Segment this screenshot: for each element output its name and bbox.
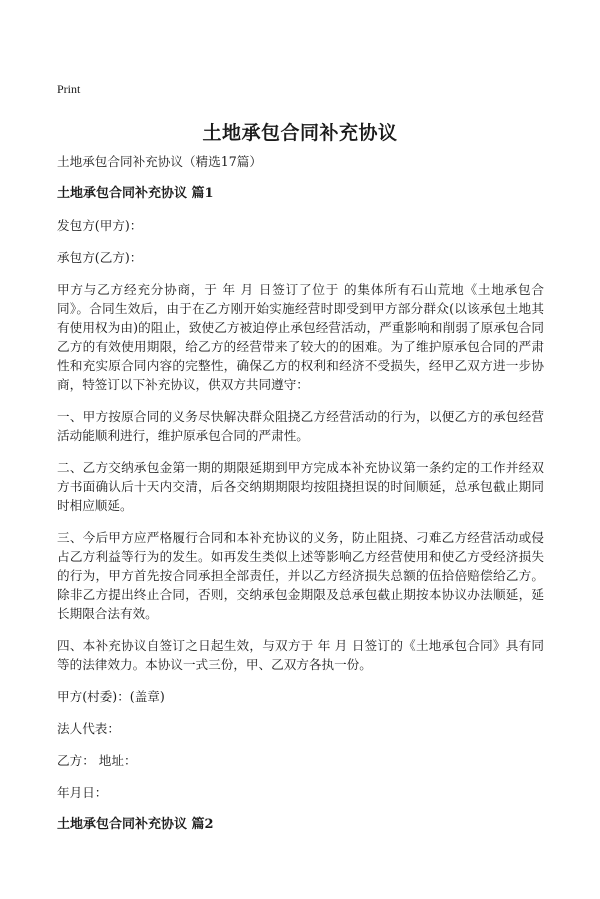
- page-title: 土地承包合同补充协议: [202, 122, 398, 144]
- document-subtitle: 土地承包合同补充协议（精选17篇）: [57, 154, 262, 169]
- signature-party-b: 乙方： 地址：: [57, 753, 137, 768]
- signature-party-a: 甲方(村委)：(盖章): [57, 689, 165, 704]
- signature-date: 年月日：: [57, 785, 108, 800]
- intro-paragraph: 甲方与乙方经充分协商，于 年 月 日签订了位于 的集体所有石山荒地《土地承包合同》。合同生效后，由于在乙方刚开始实施经营时即受到甲方部分群众(以该承包土地其有使用权为由)的阻止，致使乙方被迫停止承包经营活动，严重影响和削弱了原承包合同乙方的有效使用期限，给乙方的经营带来了较大的的困难。为了维护原承包合同的严肃性和充实原合同内容的完整性，确保乙方的权利和经济不受损失，经甲乙双方进一步协商，特签订以下补充协议，供双方共同遵守：: [57, 282, 544, 392]
- document-body: [57, 152, 544, 847]
- clause-2: 二、乙方交纳承包金第一期的期限延期到甲方完成本补充协议第一条约定的工作并经双方书面确认后十天内交清，后各交纳期期限均按阻挠担误的时间顺延，总承包截止期同时相应顺延。: [57, 460, 544, 513]
- clause-4: 四、本补充协议自签订之日起生效，与双方于 年 月 日签订的《土地承包合同》具有同等的法律效力。本协议一式三份，甲、乙双方各执一份。: [57, 638, 544, 672]
- print-link[interactable]: Print: [57, 82, 81, 96]
- clause-3: 三、今后甲方应严格履行合同和本补充协议的义务，防止阻挠、刁难乙方经营活动或侵占乙方利益等行为的发生。如再发生类似上述等影响乙方经营使用和使乙方受经济损失的行为，甲方首先按合同承担全部责任，并以乙方经济损失总额的伍拾倍赔偿给乙方。除非乙方提出终止合同，否则，交纳承包金期限及总承包截止期按本协议办法顺延，延长期限合法有效。: [57, 530, 544, 621]
- section-heading-2: 土地承包合同补充协议 篇2: [57, 817, 214, 832]
- clause-1: 一、甲方按原合同的义务尽快解决群众阻挠乙方经营活动的行为，以便乙方的承包经营活动能顺利进行，维护原承包合同的严肃性。: [57, 409, 544, 443]
- section-heading-1: 土地承包合同补充协议 篇1: [57, 186, 214, 201]
- signature-legal-rep: 法人代表：: [57, 721, 120, 736]
- party-b-field: 承包方(乙方)：: [57, 250, 143, 265]
- party-a-field: 发包方(甲方)：: [57, 218, 143, 233]
